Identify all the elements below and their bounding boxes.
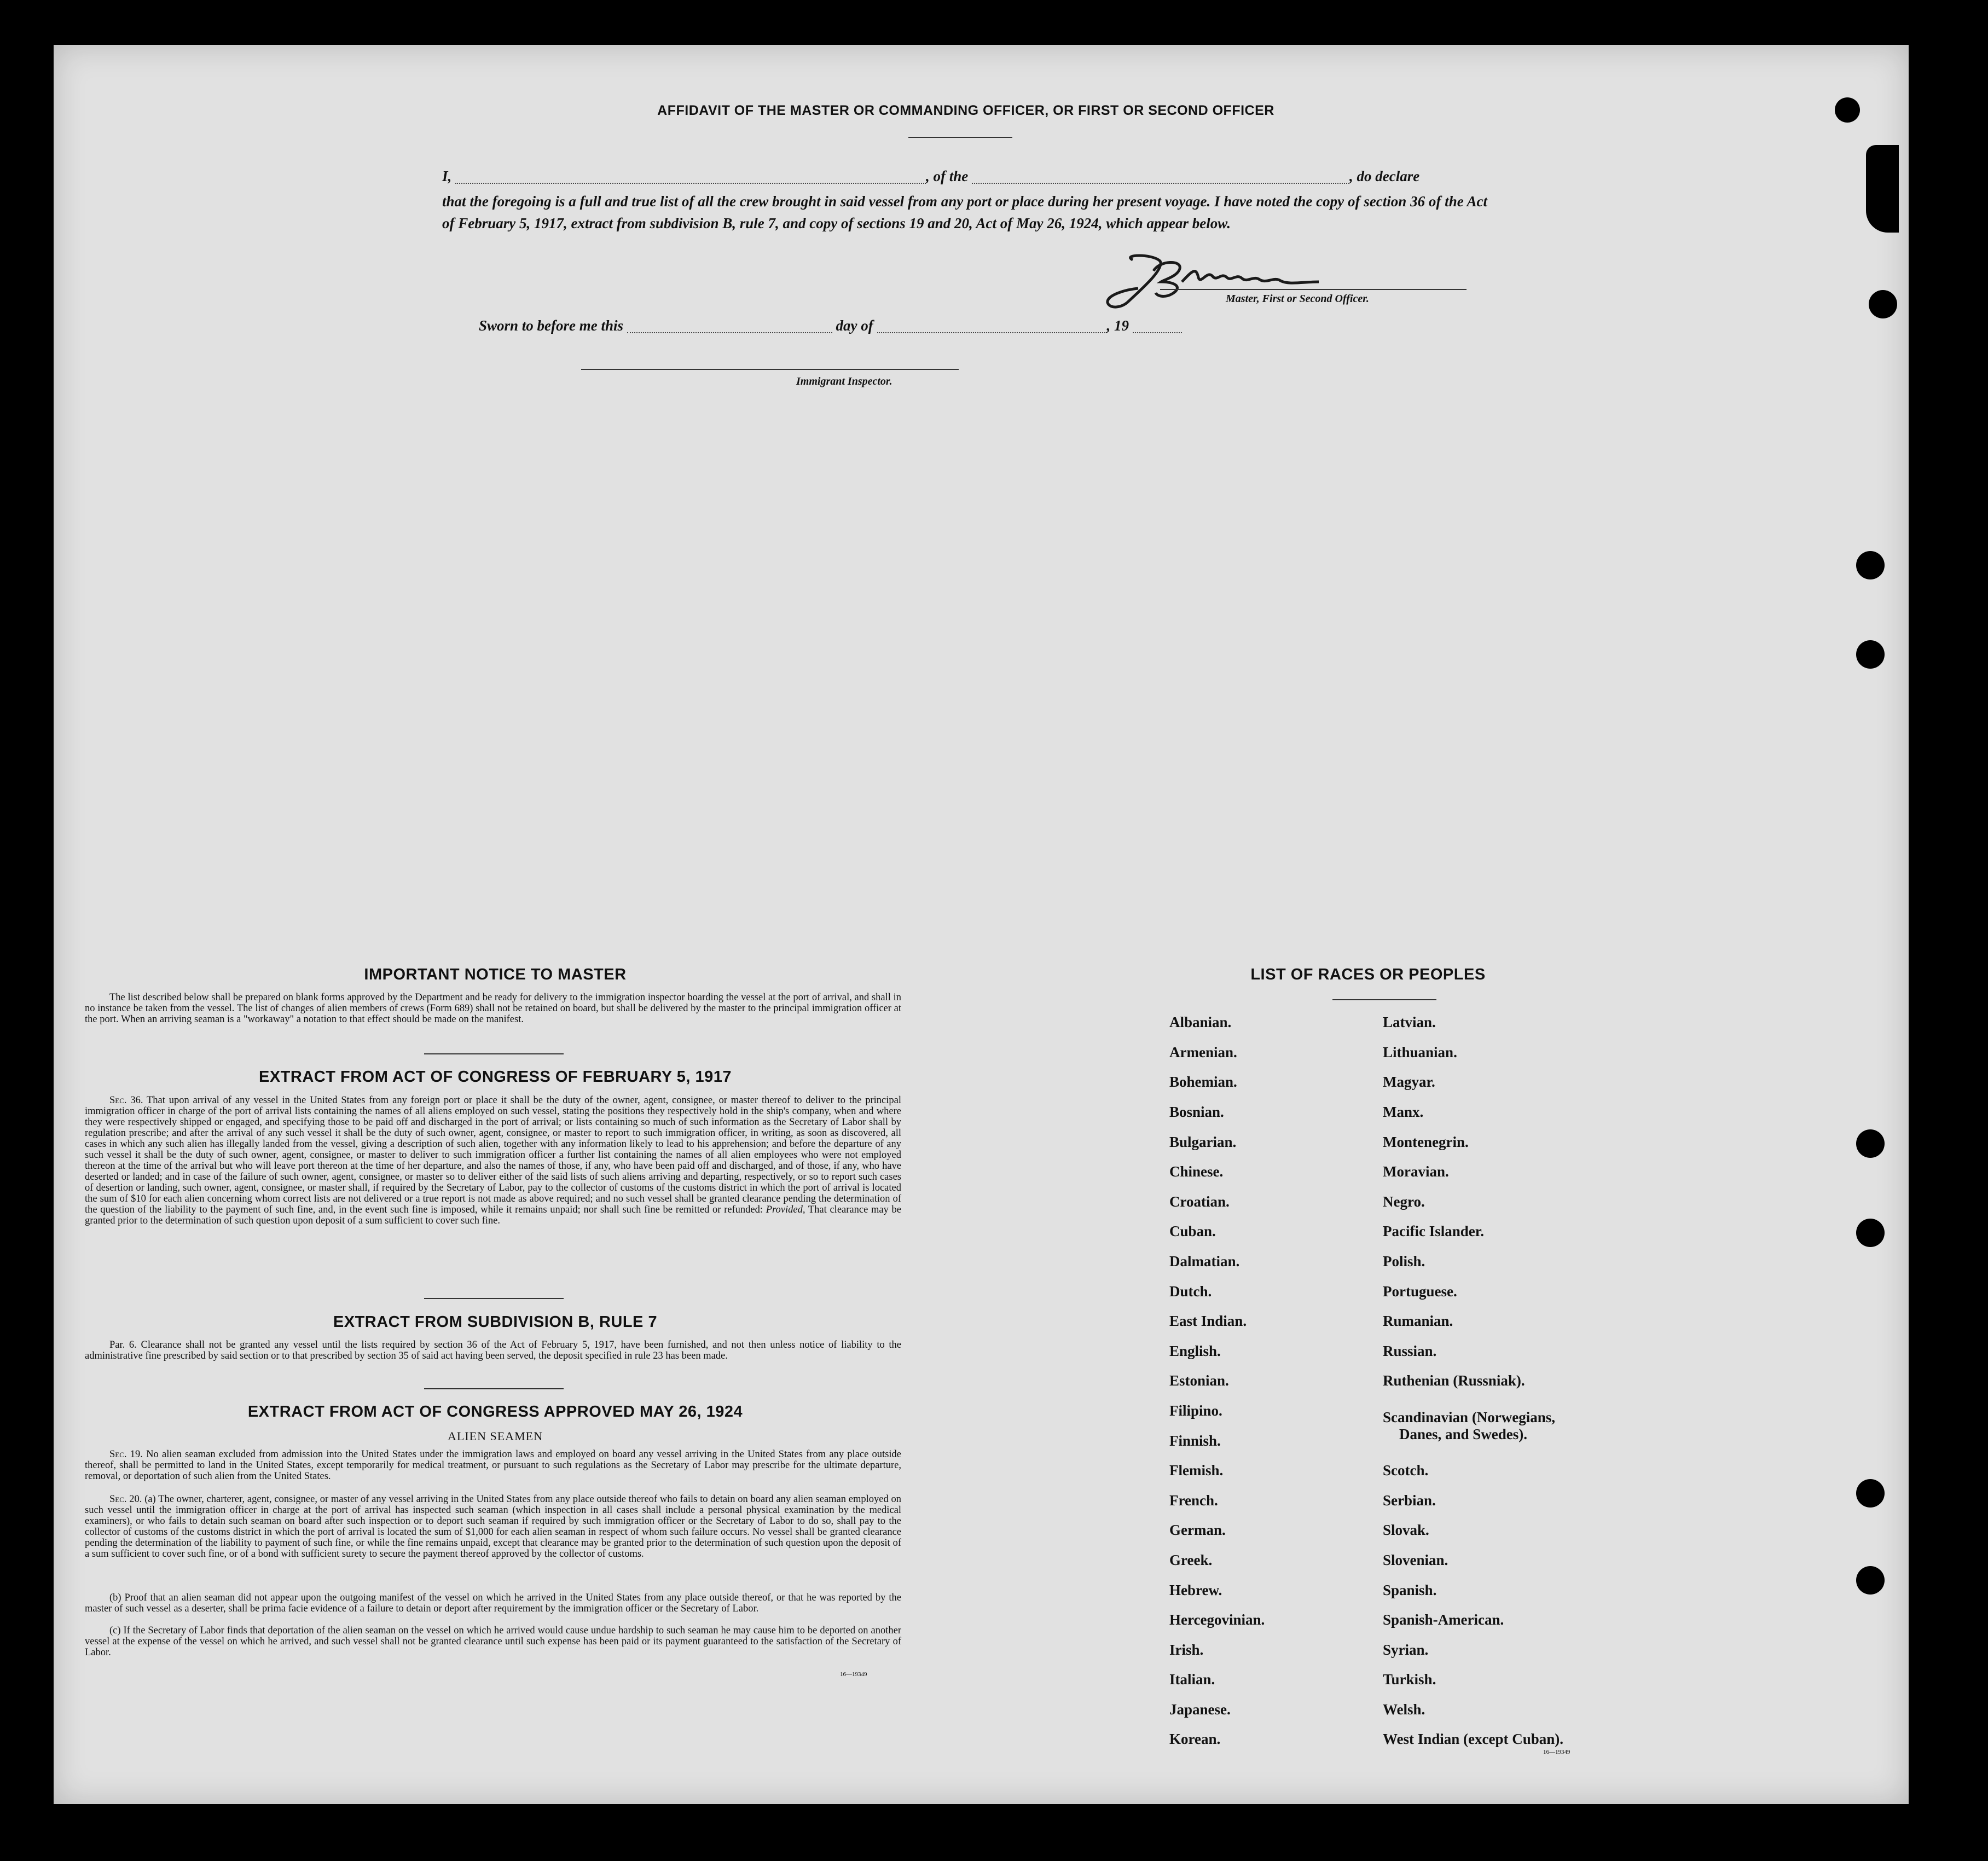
notice-text: The list described below shall be prepared on blank forms approved by the Department and be ready for delivery to the immigration inspector boarding the vessel at the port of arrival, and shall in no instance be taken from the vessel. The list of changes of alien members of crews (Form 689) shall not be retained on board, but shall be delivered by the master to the principal immigration officer at the port. When an arriving seaman is a "workaway" a notation to that effect should be made on the manifest.	[85, 992, 901, 1025]
inspector-label: Immigrant Inspector.	[796, 375, 892, 387]
race-item: Moravian.	[1383, 1163, 1449, 1180]
extract1-text	[85, 1095, 901, 1226]
extract3-heading: EXTRACT FROM ACT OF CONGRESS APPROVED MAY 26, 1924	[247, 1403, 743, 1421]
affidavit-title: AFFIDAVIT OF THE MASTER OR COMMANDING OFFICER, OR FIRST OR SECOND OFFICER	[657, 103, 1274, 118]
race-item: Bulgarian.	[1169, 1134, 1237, 1150]
extract1-end: That clearance may be granted prior to the determination of such question upon deposit of a sum sufficient to cover such fine.	[85, 1204, 902, 1226]
race-item: Syrian.	[1383, 1642, 1429, 1658]
sworn-prefix: Sworn to before me this	[479, 317, 624, 334]
punch-hole	[1869, 290, 1897, 318]
declarant-mid: , of the	[926, 168, 969, 184]
race-item: Italian.	[1169, 1671, 1215, 1688]
extract3-sec19	[85, 1449, 901, 1482]
sworn-day-label: day of	[836, 317, 873, 334]
race-item: Bohemian.	[1169, 1074, 1237, 1090]
extract3-sec20a	[85, 1494, 901, 1559]
punch-hole	[1856, 551, 1885, 579]
punch-hole	[1856, 1566, 1885, 1595]
race-item: Serbian.	[1383, 1492, 1436, 1509]
section-divider	[424, 1388, 564, 1389]
race-item: Armenian.	[1169, 1044, 1237, 1060]
race-item: Pacific Islander.	[1383, 1223, 1484, 1239]
race-item: Polish.	[1383, 1253, 1425, 1269]
race-item: Japanese.	[1169, 1701, 1231, 1718]
section-divider	[424, 1298, 564, 1299]
extract1-sec: Sec. 36.	[109, 1095, 143, 1106]
race-item: Spanish-American.	[1383, 1611, 1504, 1628]
punch-hole	[1856, 1219, 1885, 1247]
race-item: Manx.	[1383, 1104, 1424, 1120]
extract1-provided: Provided,	[766, 1204, 805, 1215]
vessel-name-field[interactable]	[972, 172, 1349, 184]
race-item: Albanian.	[1169, 1014, 1232, 1030]
races-heading: LIST OF RACES OR PEOPLES	[1250, 966, 1486, 983]
inspector-signature-line	[581, 369, 959, 370]
race-item: Portuguese.	[1383, 1283, 1457, 1300]
race-item: Bosnian.	[1169, 1104, 1224, 1120]
title-underline	[908, 137, 1012, 138]
declaration-line	[442, 167, 1482, 185]
race-item: Hercegovinian.	[1169, 1611, 1265, 1628]
extract2-text: Par. 6. Clearance shall not be granted any vessel until the lists required by section 36 of the Act of February 5, 1917, have been furnished, and not then unless notice of liability to the administrative fine prescribed by said section or to that prescribed by section 35 of said act having been served, the deposit specified in rule 23 has been made.	[85, 1340, 901, 1361]
notice-heading: IMPORTANT NOTICE TO MASTER	[364, 966, 627, 983]
race-item: Latvian.	[1383, 1014, 1436, 1030]
declarant-prefix: I,	[442, 168, 452, 184]
race-item: English.	[1169, 1343, 1221, 1359]
extract3-sec20c: (c) If the Secretary of Labor finds that deportation of the alien seaman on the vessel on which he arrived would cause undue hardship to such seaman he may cause him to be deported on another vessel at the expense of the vessel on which he arrived, and such vessel shall not be granted clearance until such expense has been paid or its payment guaranteed to the satisfaction of the Secretary of Labor.	[85, 1625, 901, 1658]
race-item: Korean.	[1169, 1731, 1221, 1747]
race-item: Hebrew.	[1169, 1582, 1222, 1598]
race-item: Greek.	[1169, 1552, 1213, 1568]
race-item: Montenegrin.	[1383, 1134, 1469, 1150]
sworn-month-field[interactable]	[877, 321, 1107, 333]
race-item: Irish.	[1169, 1642, 1204, 1658]
torn-edge	[1866, 145, 1899, 233]
punch-hole	[1835, 97, 1860, 123]
punch-hole	[1856, 1479, 1885, 1508]
extract1-body: That upon arrival of any vessel in the United States from any foreign port or place it shall be the duty of the owner, agent, consignee, or master thereof to deliver to the principal immigration officer in charge of the port of arrival lists containing the names of all aliens employed on such vessel, stating the positions they respectively hold in the ship's company, when and where they were respectively shipped or engaged, and specifying those to be paid off and discharged in the port of arrival; or lists containing so much of such information as the Secretary of Labor shall by regulation prescribe; and after the arrival of any such vessel it shall be the duty of such owner, agent, consignee, or master to report to such immigration officer, in writing, as soon as discovered, all cases in which any such alien has illegally landed from the vessel, giving a description of such alien, together with any information likely to lead to his apprehension; and before the departure of any such vessel it shall be the duty of such owner, agent, consignee, or master to deliver to such immigration officer a further list containing the names of all alien employees who were not employed thereon at the time of the arrival but who will leave port thereon at the time of her departure, and also the names of those, if any, who have been paid off and discharged, and of those, if any, who have deserted or landed; and in case of the failure of such owner, agent, consignee, or master so to deliver either of the said lists of such aliens arriving and departing, respectively, or so to report such cases of desertion or landing, such owner, agent, consignee, or master shall, if required by the Secretary of Labor, pay to the collector of customs of the customs district in which the port of arrival is located the sum of $10 for each alien concerning whom correct lists are not delivered or a true report is not made as above required; and no such vessel shall be granted clearance pending the determination of the question of the liability to the payment of such fine, and, in the event such fine is imposed, while it remains unpaid; nor shall such fine be remitted or refunded:	[85, 1095, 901, 1215]
race-item: Scandinavian (Norwegians,	[1383, 1409, 1556, 1425]
race-item: Flemish.	[1169, 1462, 1224, 1479]
declarant-name-field[interactable]	[455, 172, 926, 184]
race-item: Cuban.	[1169, 1223, 1216, 1239]
extract2-heading: EXTRACT FROM SUBDIVISION B, RULE 7	[333, 1313, 658, 1331]
race-item: Spanish.	[1383, 1582, 1437, 1598]
extract3-sec20b: (b) Proof that an alien seaman did not appear upon the outgoing manifest of the vessel on which he arrived in the United States from any place outside thereof, or that he was reported by the master of such vessel as a deserter, shall be prima facie evidence of a failure to detain or deport after requirement by the immigration officer or the Secretary of Labor.	[85, 1592, 901, 1614]
race-item: Lithuanian.	[1383, 1044, 1457, 1060]
race-item: Slovenian.	[1383, 1552, 1448, 1568]
race-item: Turkish.	[1383, 1671, 1436, 1688]
form-number-right: 16—19349	[1543, 1749, 1570, 1755]
race-item: Ruthenian (Russniak).	[1383, 1372, 1525, 1389]
race-item: Estonian.	[1169, 1372, 1229, 1389]
punch-hole	[1856, 1129, 1885, 1158]
sworn-day-field[interactable]	[627, 321, 832, 333]
race-item: Dalmatian.	[1169, 1253, 1240, 1269]
race-item: Scotch.	[1383, 1462, 1429, 1479]
race-item: Croatian.	[1169, 1193, 1230, 1210]
race-item: Russian.	[1383, 1343, 1437, 1359]
form-number-left: 16—19349	[840, 1671, 867, 1678]
punch-hole	[1856, 640, 1885, 669]
race-item: Rumanian.	[1383, 1313, 1453, 1329]
declarant-end: , do declare	[1349, 168, 1420, 184]
sec19-text: No alien seaman excluded from admission into the United States under the immigration laws and employed on board any vessel arriving in the United States from any place outside thereof, shall be permitted to land in the United States, except temporarily for medical treatment, or pursuant to such regulations as the Secretary of Labor may prescribe for the ultimate departure, removal, or deportation of such alien from the United States.	[85, 1449, 902, 1482]
races-underline	[1332, 999, 1436, 1000]
sec20a-text: (a) The owner, charterer, agent, consignee, or master of any vessel arriving in the United States from any place outside thereof who fails to detain on board any alien seaman employed on such vessel until the immigration officer in charge at the port of arrival has inspected such seaman (which inspection in all cases shall include a personal physical examination by the medical examiners), or who fails to detain such seaman on board after such inspection or to deport such seaman if required by such immigration officer or the Secretary of Labor to do so, shall pay to the collector of customs of the customs district in which the port of arrival is located the sum of $1,000 for each alien seaman in respect of whom such failure occurs. No vessel shall be granted clearance pending the determination of the liability to payment of such fine, or while the fine remains unpaid, except that clearance may be granted prior to the determination of such question upon the deposit of a sum sufficient to cover such fine, or of a bond with sufficient surety to secure the payment thereof approved by the collector of customs.	[85, 1494, 901, 1559]
sworn-year-field[interactable]	[1133, 321, 1182, 333]
race-item: Finnish.	[1169, 1433, 1221, 1449]
extract1-heading: EXTRACT FROM ACT OF CONGRESS OF FEBRUARY 5, 1917	[258, 1068, 732, 1086]
race-item: West Indian (except Cuban).	[1383, 1731, 1564, 1747]
race-item: Dutch.	[1169, 1283, 1212, 1300]
race-item: Welsh.	[1383, 1701, 1425, 1718]
extract3-subheading: ALIEN SEAMEN	[448, 1429, 543, 1443]
race-item: Magyar.	[1383, 1074, 1435, 1090]
sec19-label: Sec. 19.	[109, 1449, 143, 1460]
race-item: French.	[1169, 1492, 1218, 1509]
section-divider	[424, 1053, 564, 1054]
race-item: German.	[1169, 1522, 1226, 1538]
signature-line	[1160, 289, 1467, 290]
signature-label: Master, First or Second Officer.	[1226, 293, 1369, 305]
race-item: Negro.	[1383, 1193, 1425, 1210]
race-item: Danes, and Swedes).	[1399, 1426, 1528, 1442]
race-item: Chinese.	[1169, 1163, 1224, 1180]
race-item: East Indian.	[1169, 1313, 1247, 1329]
sworn-year: , 19	[1106, 317, 1129, 334]
sec20-label: Sec. 20.	[109, 1494, 142, 1505]
sworn-line	[479, 316, 1518, 335]
affidavit-body: that the foregoing is a full and true list of all the crew brought in said vessel from any port or place during her present voyage. I have noted the copy of section 36 of the Act of February 5, 1917, extract from subdivision B, rule 7, and copy of sections 19 and 20, Act of May 26, 1924, which appear below.	[442, 193, 1487, 231]
race-item: Slovak.	[1383, 1522, 1429, 1538]
race-item: Filipino.	[1169, 1402, 1222, 1419]
